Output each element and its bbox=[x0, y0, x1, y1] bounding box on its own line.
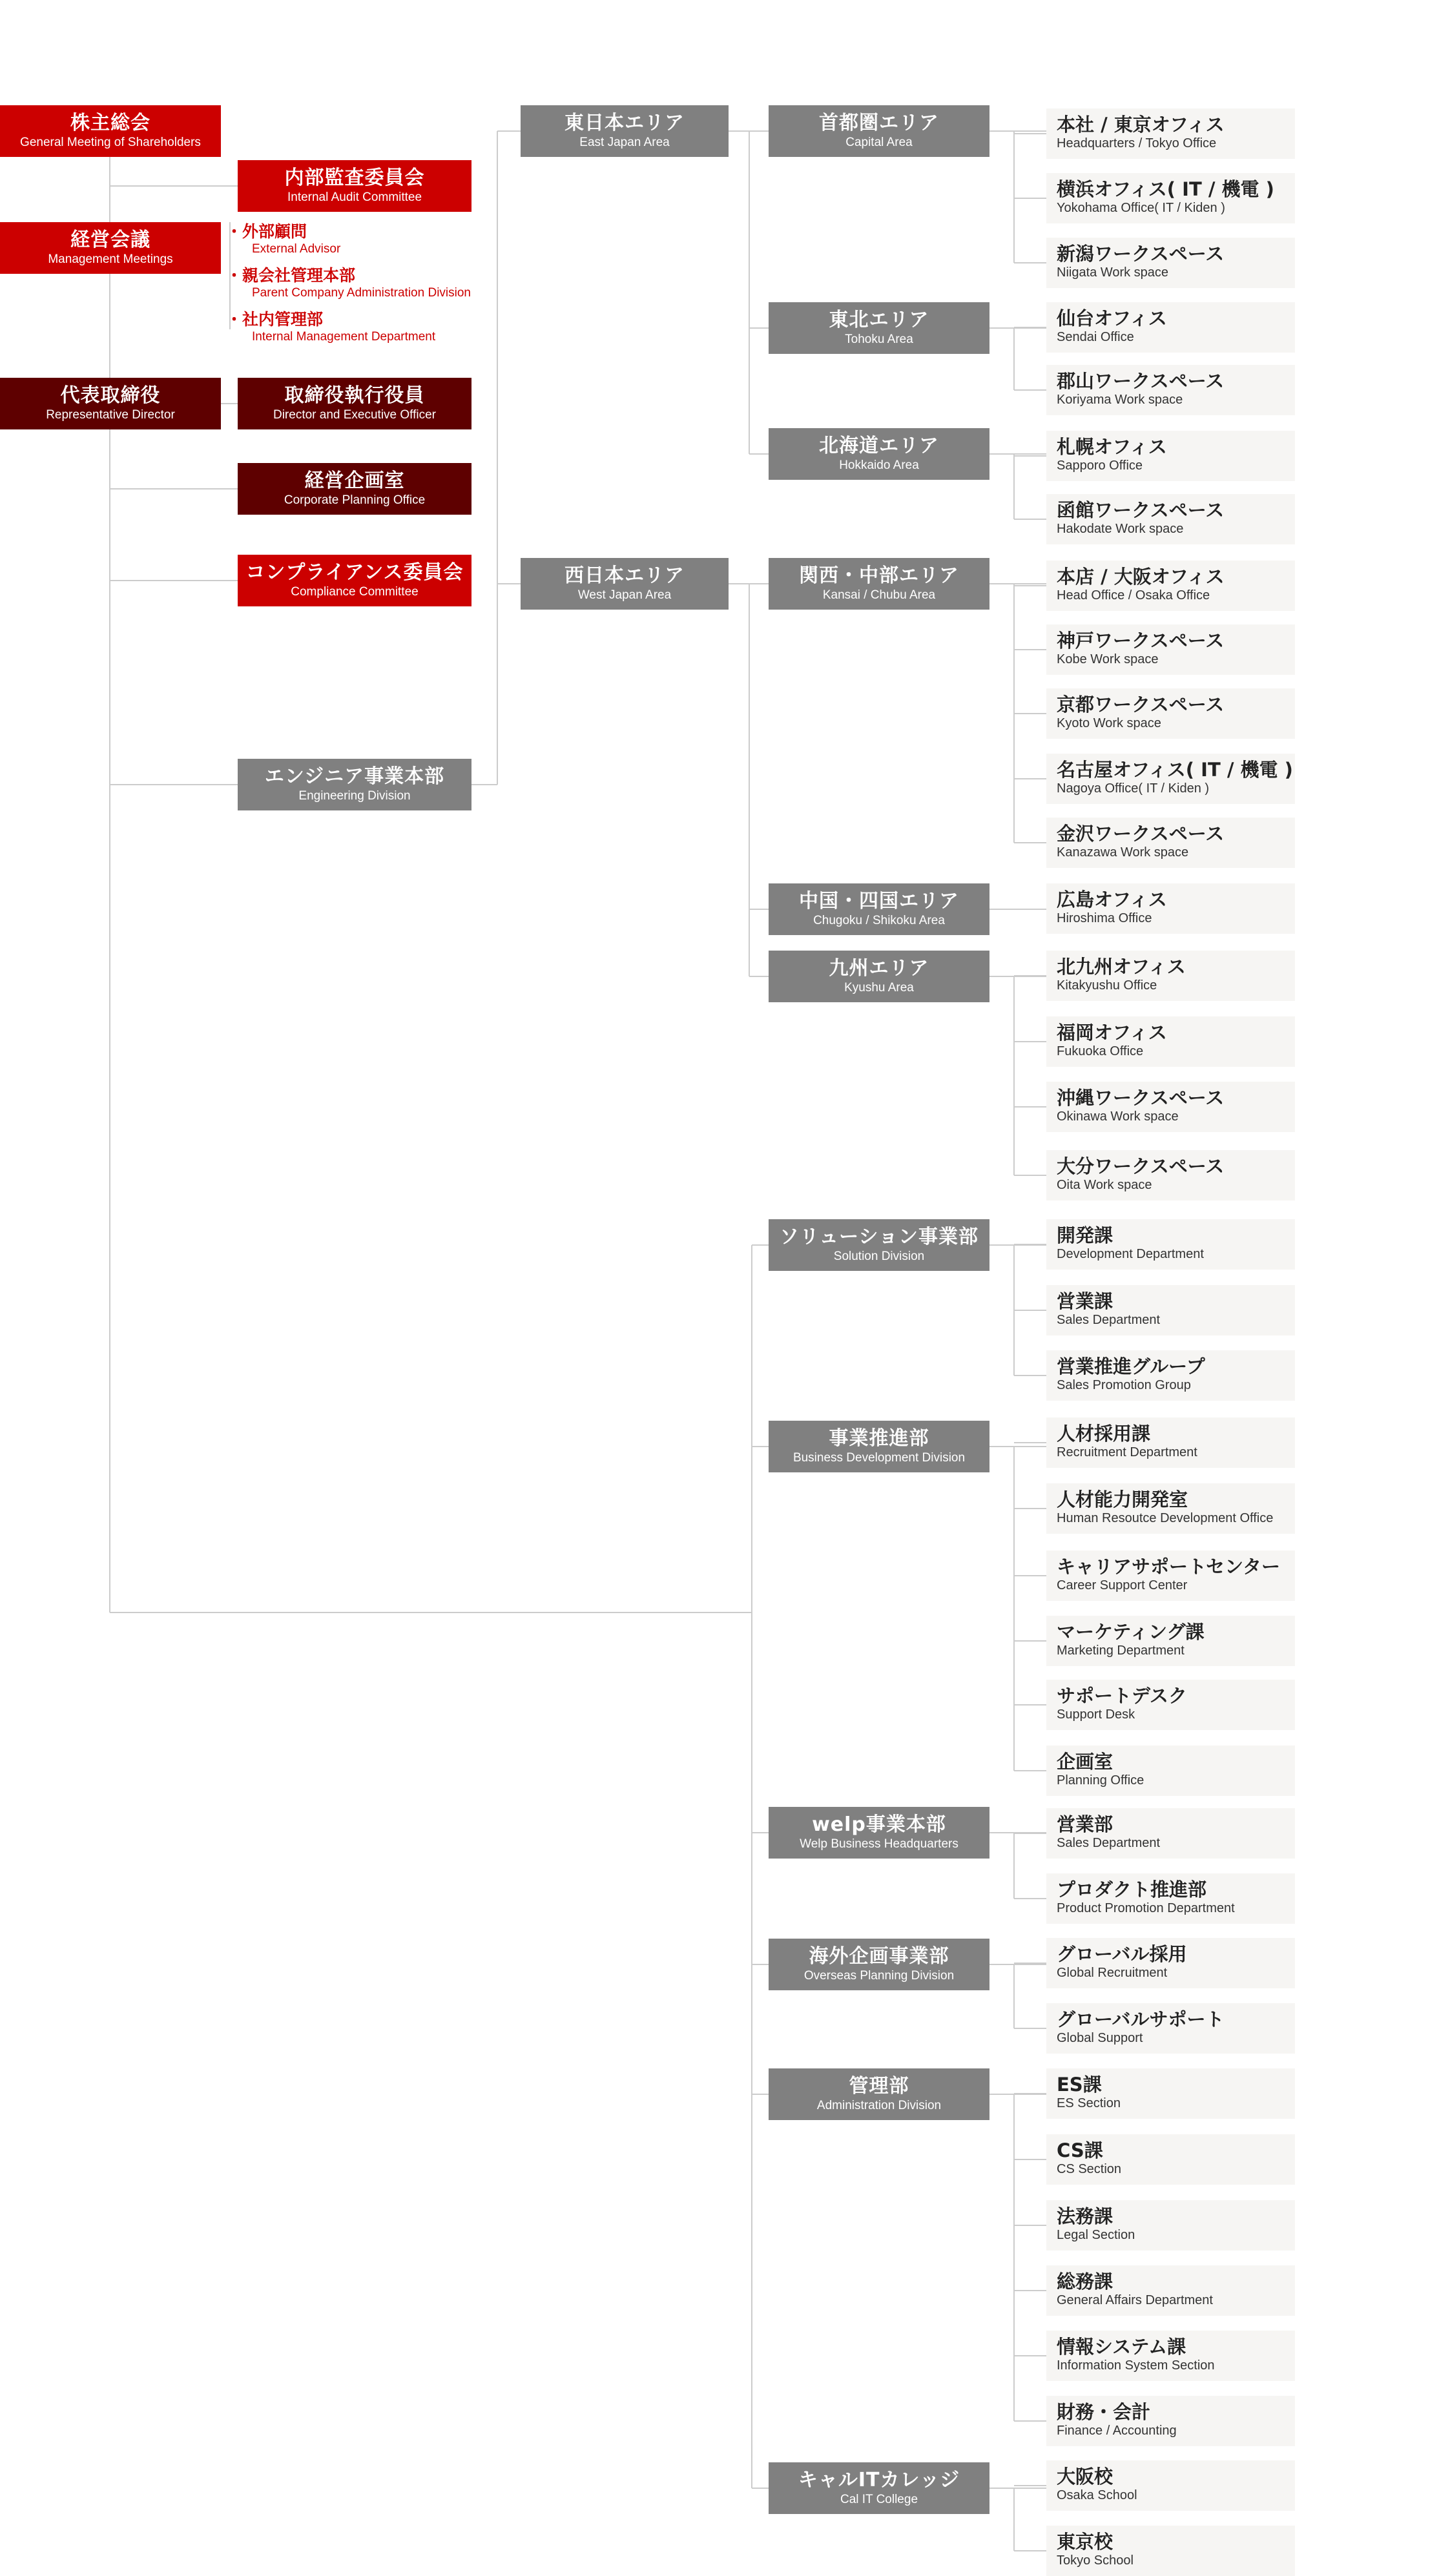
office-card bbox=[1046, 365, 1295, 415]
advisor-item bbox=[239, 222, 340, 256]
office-sublabel: Product Promotion Department bbox=[1057, 1901, 1235, 1915]
node-region bbox=[769, 558, 989, 610]
office-card bbox=[1046, 1746, 1295, 1796]
advisor-sublabel: Parent Company Administration Division bbox=[252, 286, 471, 300]
node-label: キャルITカレッジ bbox=[798, 2469, 960, 2491]
node-sublabel: Director and Executive Officer bbox=[273, 408, 437, 422]
office-label: 福岡オフィス bbox=[1057, 1022, 1167, 1044]
node-sublabel: Kyushu Area bbox=[844, 981, 914, 994]
node-sublabel: Representative Director bbox=[46, 408, 175, 422]
office-sublabel: Yokohama Office( IT / Kiden ) bbox=[1057, 201, 1225, 215]
office-card bbox=[1046, 431, 1295, 481]
office-label: キャリアサポートセンター bbox=[1057, 1556, 1280, 1578]
office-label: グローバルサポート bbox=[1057, 2008, 1225, 2030]
advisor-sublabel: External Advisor bbox=[252, 242, 341, 256]
office-card bbox=[1046, 561, 1295, 611]
office-label: 大分ワークスペース bbox=[1057, 1155, 1225, 1177]
node-label: 北海道エリア bbox=[819, 435, 939, 457]
advisor-label: ・ 社内管理部 bbox=[239, 310, 435, 329]
node-corporate-planning bbox=[238, 463, 471, 515]
node-sublabel: Business Development Division bbox=[792, 1451, 966, 1465]
office-label: 開発課 bbox=[1057, 1224, 1113, 1246]
node-executive-officer bbox=[238, 378, 471, 429]
advisor-sublabel: Internal Management Department bbox=[252, 330, 436, 344]
office-label: 広島オフィス bbox=[1057, 889, 1167, 911]
node-division bbox=[769, 1939, 989, 1990]
office-card bbox=[1046, 1551, 1295, 1601]
office-card bbox=[1046, 2460, 1295, 2511]
node-sublabel: Welp Business Headquarters bbox=[800, 1837, 958, 1851]
office-label: 沖縄ワークスペース bbox=[1057, 1087, 1225, 1109]
office-sublabel: Fukuoka Office bbox=[1057, 1044, 1144, 1058]
node-label: 株主総会 bbox=[70, 112, 150, 134]
node-sublabel: Tohoku Area bbox=[845, 333, 913, 346]
office-sublabel: Sales Department bbox=[1057, 1313, 1161, 1327]
node-division bbox=[769, 2462, 989, 2514]
node-sublabel: Internal Audit Committee bbox=[287, 191, 422, 204]
office-sublabel: Planning Office bbox=[1057, 1773, 1144, 1788]
node-sublabel: Solution Division bbox=[833, 1250, 925, 1263]
office-sublabel: Sales Promotion Group bbox=[1057, 1378, 1191, 1392]
office-label: 本社 / 東京オフィス bbox=[1057, 114, 1225, 136]
node-sublabel: Overseas Planning Division bbox=[803, 1969, 955, 1983]
advisor-label: ・ 親会社管理本部 bbox=[239, 266, 471, 285]
office-card bbox=[1046, 1219, 1295, 1270]
node-sublabel: Administration Division bbox=[816, 2099, 942, 2112]
office-sublabel: Nagoya Office( IT / Kiden ) bbox=[1057, 781, 1210, 796]
office-sublabel: Koriyama Work space bbox=[1057, 393, 1183, 407]
node-west-japan-area bbox=[521, 558, 729, 610]
office-card bbox=[1046, 1016, 1295, 1067]
office-label: 名古屋オフィス( IT / 機電 ) bbox=[1057, 759, 1293, 781]
node-sublabel: Chugoku / Shikoku Area bbox=[813, 914, 945, 927]
office-card bbox=[1046, 1616, 1295, 1666]
office-card bbox=[1046, 2200, 1295, 2251]
node-sublabel: Corporate Planning Office bbox=[284, 493, 426, 507]
office-label: 新潟ワークスペース bbox=[1057, 243, 1225, 265]
office-card bbox=[1046, 1680, 1295, 1730]
node-sublabel: Engineering Division bbox=[298, 789, 411, 803]
office-label: 人材能力開発室 bbox=[1057, 1489, 1188, 1510]
office-sublabel: Tokyo School bbox=[1057, 2553, 1134, 2568]
office-sublabel: Sendai Office bbox=[1057, 330, 1134, 344]
office-card bbox=[1046, 2396, 1295, 2446]
office-card bbox=[1046, 688, 1295, 739]
office-sublabel: Recruitment Department bbox=[1057, 1445, 1197, 1459]
node-label: 経営企画室 bbox=[304, 469, 405, 492]
office-sublabel: Human Resoutce Development Office bbox=[1057, 1511, 1274, 1525]
node-label: ソリューション事業部 bbox=[780, 1226, 979, 1248]
node-sublabel: Compliance Committee bbox=[291, 585, 419, 599]
office-label: 金沢ワークスペース bbox=[1057, 823, 1225, 845]
node-label: 海外企画事業部 bbox=[809, 1945, 949, 1968]
node-label: 管理部 bbox=[849, 2075, 909, 2097]
office-label: 法務課 bbox=[1057, 2205, 1113, 2227]
node-label: 取締役執行役員 bbox=[284, 384, 425, 407]
office-label: 東京校 bbox=[1057, 2531, 1113, 2553]
node-sublabel: General Meeting of Shareholders bbox=[20, 136, 201, 149]
office-sublabel: Sales Department bbox=[1057, 1836, 1161, 1850]
office-sublabel: Kanazawa Work space bbox=[1057, 845, 1189, 860]
node-label: 九州エリア bbox=[829, 957, 929, 980]
office-label: グローバル採用 bbox=[1057, 1943, 1187, 1965]
office-label: 仙台オフィス bbox=[1057, 307, 1167, 329]
node-region bbox=[769, 105, 989, 157]
office-card bbox=[1046, 1483, 1295, 1534]
node-division bbox=[769, 1421, 989, 1472]
office-label: 財務・会計 bbox=[1057, 2401, 1151, 2423]
office-sublabel: Oita Work space bbox=[1057, 1178, 1152, 1192]
office-card bbox=[1046, 1873, 1295, 1924]
office-label: 人材採用課 bbox=[1057, 1423, 1151, 1445]
advisor-label: ・ 外部顧問 bbox=[239, 222, 340, 242]
office-card bbox=[1046, 2526, 1295, 2576]
office-sublabel: Marketing Department bbox=[1057, 1643, 1185, 1658]
office-sublabel: CS Section bbox=[1057, 2162, 1122, 2176]
node-region bbox=[769, 302, 989, 354]
office-label: プロダクト推進部 bbox=[1057, 1879, 1207, 1901]
node-label: 東北エリア bbox=[829, 309, 929, 331]
office-label: 大阪校 bbox=[1057, 2466, 1113, 2488]
office-sublabel: Head Office / Osaka Office bbox=[1057, 588, 1210, 603]
office-sublabel: Kyoto Work space bbox=[1057, 716, 1161, 730]
office-card bbox=[1046, 108, 1295, 159]
office-label: マーケティング課 bbox=[1057, 1621, 1205, 1643]
node-label: 内部監査委員会 bbox=[284, 167, 425, 189]
node-label: 事業推進部 bbox=[829, 1427, 929, 1450]
office-sublabel: Global Support bbox=[1057, 2031, 1143, 2045]
office-label: 本店 / 大阪オフィス bbox=[1057, 566, 1225, 588]
office-card bbox=[1046, 2003, 1295, 2054]
office-card bbox=[1046, 302, 1295, 353]
node-region bbox=[769, 428, 989, 480]
office-sublabel: Hakodate Work space bbox=[1057, 522, 1184, 536]
advisor-item bbox=[239, 266, 471, 300]
node-sublabel: Hokkaido Area bbox=[839, 459, 919, 472]
office-label: サポートデスク bbox=[1057, 1685, 1187, 1707]
office-label: 京都ワークスペース bbox=[1057, 694, 1225, 716]
office-card bbox=[1046, 1938, 1295, 1988]
node-region bbox=[769, 951, 989, 1002]
office-label: 神戸ワークスペース bbox=[1057, 630, 1225, 652]
office-label: 横浜オフィス( IT / 機電 ) bbox=[1057, 178, 1274, 200]
office-card bbox=[1046, 818, 1295, 868]
office-sublabel: Okinawa Work space bbox=[1057, 1109, 1179, 1124]
node-sublabel: Capital Area bbox=[845, 136, 913, 149]
node-sublabel: East Japan Area bbox=[579, 136, 670, 149]
office-label: 札幌オフィス bbox=[1057, 436, 1167, 458]
node-label: エンジニア事業本部 bbox=[264, 765, 445, 788]
office-card bbox=[1046, 2265, 1295, 2316]
office-sublabel: Finance / Accounting bbox=[1057, 2424, 1177, 2438]
office-label: 営業推進グループ bbox=[1057, 1355, 1205, 1377]
office-card bbox=[1046, 883, 1295, 934]
office-card bbox=[1046, 754, 1295, 804]
office-card bbox=[1046, 2134, 1295, 2185]
node-label: 経営会議 bbox=[70, 229, 150, 251]
node-sublabel: West Japan Area bbox=[577, 588, 672, 602]
node-internal-audit bbox=[238, 160, 471, 212]
office-card bbox=[1046, 624, 1295, 675]
office-sublabel: Hiroshima Office bbox=[1057, 911, 1152, 925]
office-label: 営業部 bbox=[1057, 1813, 1113, 1835]
office-sublabel: Career Support Center bbox=[1057, 1578, 1188, 1592]
office-card bbox=[1046, 1417, 1295, 1468]
office-card bbox=[1046, 494, 1295, 544]
office-card bbox=[1046, 1285, 1295, 1335]
office-label: CS課 bbox=[1057, 2139, 1103, 2161]
advisor-item bbox=[239, 310, 435, 344]
office-sublabel: Niigata Work space bbox=[1057, 265, 1169, 280]
node-shareholders bbox=[0, 105, 221, 157]
office-sublabel: Kobe Work space bbox=[1057, 652, 1159, 666]
node-sublabel: Management Meetings bbox=[48, 252, 173, 266]
office-card bbox=[1046, 238, 1295, 288]
node-label: 代表取締役 bbox=[60, 384, 161, 407]
office-label: 北九州オフィス bbox=[1057, 956, 1186, 978]
office-card bbox=[1046, 1082, 1295, 1132]
node-management-meetings bbox=[0, 222, 221, 274]
node-engineering bbox=[238, 759, 471, 810]
office-sublabel: ES Section bbox=[1057, 2096, 1121, 2110]
office-label: 企画室 bbox=[1057, 1751, 1113, 1773]
office-sublabel: Sapporo Office bbox=[1057, 459, 1143, 473]
office-card bbox=[1046, 1150, 1295, 1200]
office-sublabel: General Affairs Department bbox=[1057, 2293, 1213, 2307]
office-card bbox=[1046, 2068, 1295, 2119]
office-card bbox=[1046, 2331, 1295, 2381]
office-sublabel: Support Desk bbox=[1057, 1707, 1135, 1722]
node-division bbox=[769, 1807, 989, 1859]
node-label: 中国・四国エリア bbox=[799, 890, 959, 912]
node-representative-director bbox=[0, 378, 221, 429]
node-compliance bbox=[238, 555, 471, 606]
office-sublabel: Osaka School bbox=[1057, 2488, 1137, 2502]
node-label: 関西・中部エリア bbox=[799, 564, 959, 587]
office-sublabel: Information System Section bbox=[1057, 2358, 1215, 2373]
node-label: コンプライアンス委員会 bbox=[245, 561, 464, 584]
office-label: 函館ワークスペース bbox=[1057, 499, 1225, 521]
office-label: ES課 bbox=[1057, 2074, 1102, 2096]
office-sublabel: Global Recruitment bbox=[1057, 1966, 1168, 1980]
node-division bbox=[769, 1219, 989, 1271]
office-label: 総務課 bbox=[1057, 2271, 1113, 2293]
node-label: welp事業本部 bbox=[812, 1813, 946, 1836]
node-label: 首都圏エリア bbox=[819, 112, 939, 134]
office-label: 営業課 bbox=[1057, 1290, 1113, 1312]
node-label: 東日本エリア bbox=[564, 112, 685, 134]
office-label: 情報システム課 bbox=[1057, 2336, 1186, 2358]
node-label: 西日本エリア bbox=[564, 564, 685, 587]
office-sublabel: Headquarters / Tokyo Office bbox=[1057, 136, 1217, 150]
office-card bbox=[1046, 1808, 1295, 1859]
office-card bbox=[1046, 1350, 1295, 1401]
office-sublabel: Legal Section bbox=[1057, 2228, 1135, 2242]
office-card bbox=[1046, 951, 1295, 1001]
node-division bbox=[769, 2068, 989, 2120]
node-region bbox=[769, 883, 989, 935]
office-card bbox=[1046, 173, 1295, 223]
node-east-japan-area bbox=[521, 105, 729, 157]
node-sublabel: Cal IT College bbox=[840, 2493, 918, 2506]
node-sublabel: Kansai / Chubu Area bbox=[822, 588, 936, 602]
office-sublabel: Development Department bbox=[1057, 1247, 1204, 1261]
office-label: 郡山ワークスペース bbox=[1057, 370, 1225, 392]
office-sublabel: Kitakyushu Office bbox=[1057, 978, 1157, 993]
